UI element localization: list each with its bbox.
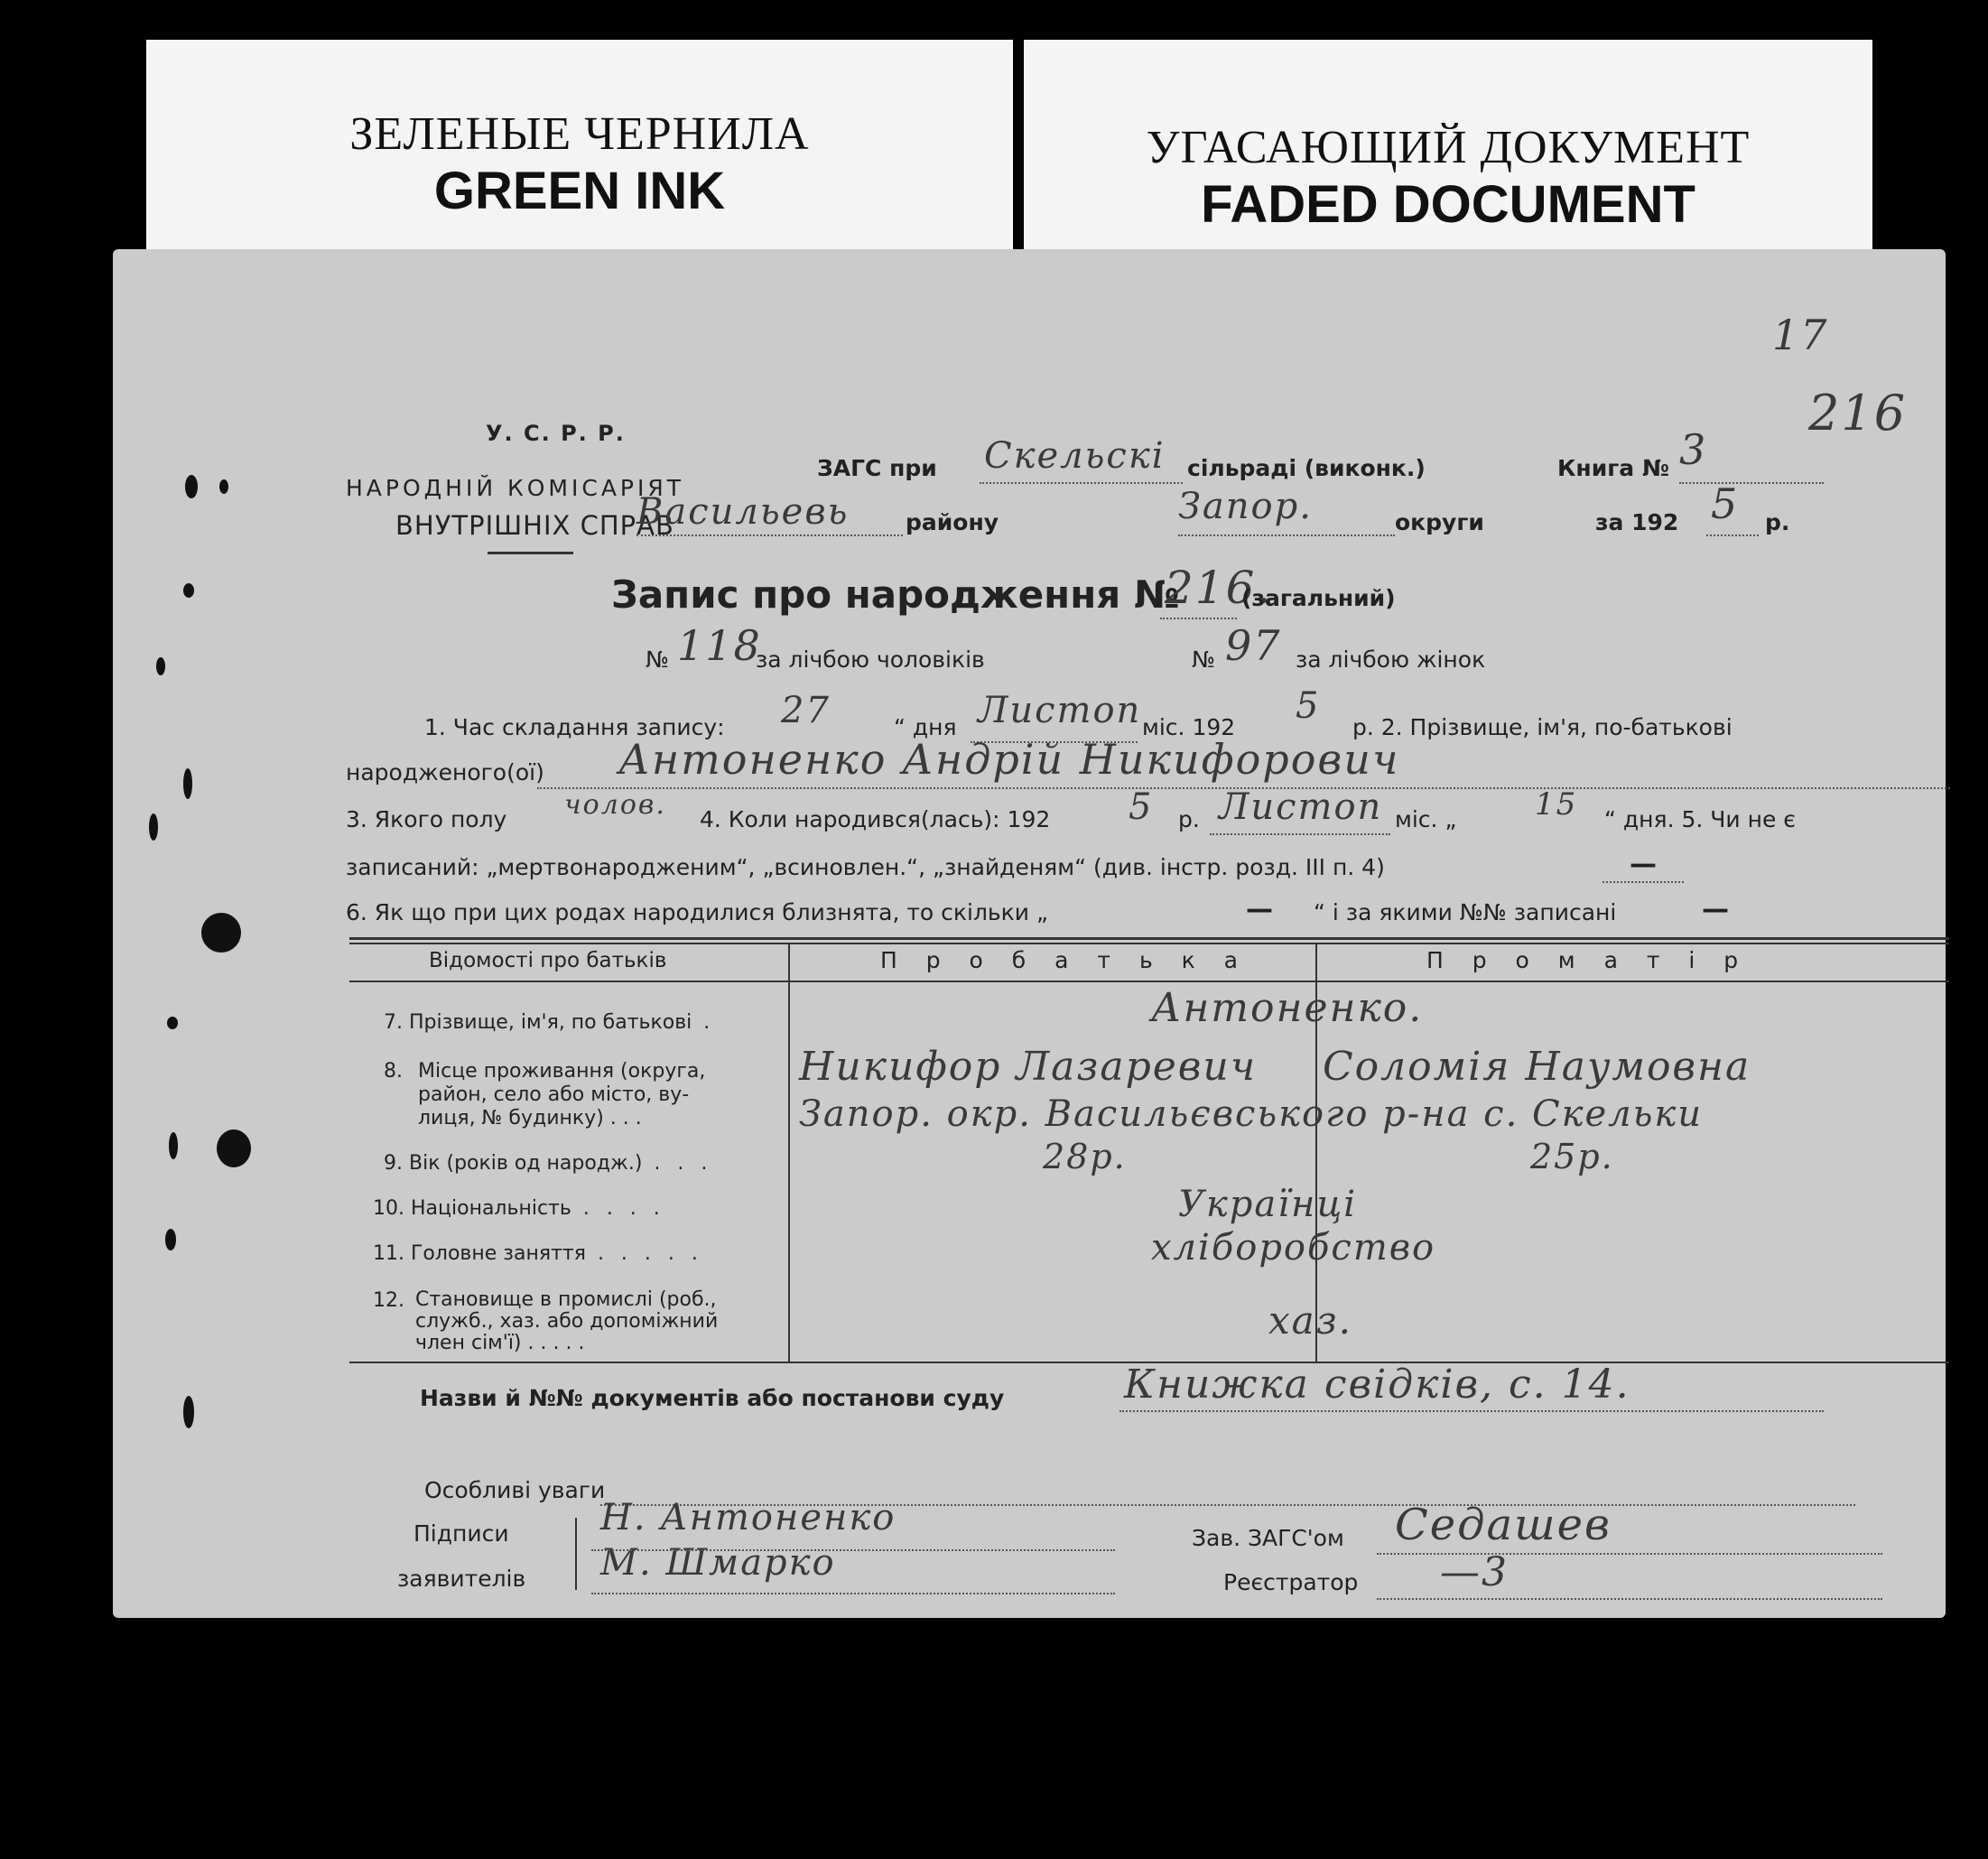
- row-7-label: 7. Прізвище, ім'я, по батькові .: [384, 1011, 716, 1034]
- documents-line: [1119, 1410, 1824, 1412]
- table-column-divider: [788, 943, 790, 1362]
- field1-day: 27: [781, 690, 831, 731]
- punch-hole: [183, 1396, 194, 1428]
- field1-year-label: р. 2. Прізвище, ім'я, по-батькові: [1352, 714, 1733, 740]
- field1-month-label: міс. 192: [1142, 714, 1236, 740]
- hw-status: хаз.: [1268, 1298, 1352, 1343]
- field1-month: Листоп: [978, 690, 1142, 731]
- hw-mother-name: Соломія Наумовна: [1323, 1044, 1751, 1090]
- row-12-num: 12.: [373, 1289, 404, 1312]
- field6-label: 6. Як що при цих родах народилися близнята, то скільки „: [346, 899, 1048, 925]
- row-11-num: 11.: [373, 1242, 404, 1265]
- table-header-mother: П р о м а т і р: [1426, 947, 1750, 973]
- field3-label: 3. Якого полу: [346, 806, 507, 832]
- table-top-border: [349, 943, 1949, 944]
- signature-line: [591, 1593, 1115, 1594]
- record-number: 216.: [1165, 562, 1273, 614]
- hw-occupation: хліборобство: [1151, 1227, 1436, 1269]
- field1-year: 5: [1296, 685, 1321, 727]
- label-faded-document: [1024, 40, 1872, 256]
- signatures-label2: заявителів: [397, 1566, 526, 1592]
- field4-year: 5: [1129, 786, 1154, 828]
- row-11-label: 11. Головне заняття . . . . .: [373, 1242, 703, 1265]
- okrug-line: [1178, 534, 1395, 536]
- record-number-line: [1160, 618, 1237, 619]
- hw-nationality: Українці: [1178, 1184, 1358, 1225]
- year-suffix: р.: [1765, 509, 1790, 535]
- field4-label: 4. Коли народився(лась): 192: [700, 806, 1051, 832]
- row-7-num: 7.: [384, 1011, 403, 1034]
- corner-number-top: 17: [1772, 311, 1829, 359]
- field4-day: 15: [1535, 786, 1578, 823]
- hw-surname: Антоненко.: [1151, 985, 1424, 1031]
- field5-label: записаний: „мертвонародженим“, „всиновлен.“, „знайденям“ (див. інстр. розд. III п. 4): [346, 854, 1385, 880]
- applicant-signature-2: М. Шмарко: [600, 1542, 836, 1584]
- row-8-line: Місце проживання (округа,: [418, 1060, 706, 1083]
- field2-label: народженого(ої): [346, 759, 544, 785]
- table-header-parents: Відомості про батьків: [429, 949, 667, 972]
- book-line: [1679, 482, 1824, 484]
- row-11-text: Головне заняття: [411, 1242, 586, 1265]
- hw-father-name: Никифор Лазаревич: [799, 1044, 1258, 1090]
- record-title-suffix: (загальний): [1241, 585, 1396, 611]
- women-number-value: 97: [1225, 621, 1282, 670]
- field4-month-line: [1210, 833, 1390, 835]
- row-9-text: Вік (років од народж.): [409, 1152, 643, 1175]
- punch-hole: [183, 583, 194, 598]
- registrar-signature: —3: [1440, 1549, 1509, 1595]
- year-label: за 192: [1595, 509, 1679, 535]
- women-number-prefix: №: [1192, 646, 1216, 673]
- row-8-num: 8.: [384, 1060, 403, 1083]
- signatures-label1: Підписи: [413, 1520, 509, 1547]
- row-12-line: служб., хаз. або допоміжний: [415, 1310, 719, 1333]
- district-line: [636, 534, 903, 536]
- row-10-num: 10.: [373, 1197, 404, 1220]
- head-line: [1377, 1553, 1882, 1555]
- field4-year-label: р.: [1178, 806, 1200, 832]
- commissariat-line2: ВНУТРІШНІХ СПРАВ: [395, 510, 674, 541]
- documents-label: Назви й №№ документів або постанови суду: [420, 1385, 1005, 1411]
- label-faded-document-ru: УГАСАЮЩИЙ ДОКУМЕНТ: [1146, 122, 1751, 173]
- punch-hole: [219, 479, 228, 494]
- row-8-line: район, село або місто, ву-: [418, 1083, 690, 1106]
- zags-value: Скельскі: [984, 435, 1166, 477]
- divider: [488, 552, 573, 554]
- hw-residence: Запор. окр. Васильєвського р-на с. Скельки: [799, 1093, 1704, 1135]
- field6-count: —: [1246, 894, 1273, 925]
- field5-value: —: [1630, 849, 1657, 880]
- field1-label: 1. Час складання запису:: [424, 714, 725, 740]
- men-number-label: за лічбою чоловіків: [756, 646, 985, 673]
- field4-month: Листоп: [1219, 786, 1383, 828]
- punch-hole: [156, 657, 165, 675]
- table-header-border: [349, 981, 1949, 982]
- birth-record-card: [113, 249, 1946, 1618]
- men-number-prefix: №: [646, 646, 670, 673]
- field4-month-label: міс. „: [1395, 806, 1457, 832]
- punch-hole: [201, 913, 241, 953]
- field3-value: чолов.: [564, 789, 666, 821]
- table-top-border: [349, 937, 1949, 940]
- commissariat-line1: НАРОДНІЙ КОМІСАРІЯТ: [346, 475, 685, 501]
- field6-value: —: [1702, 894, 1729, 925]
- label-green-ink: [146, 40, 1013, 256]
- punch-hole: [167, 1017, 178, 1029]
- district-label: району: [906, 509, 999, 535]
- field2-value: Антоненко Андрій Никифорович: [618, 735, 1400, 784]
- year-line: [1706, 534, 1759, 536]
- field5-line: [1602, 881, 1684, 883]
- silrada-label: сільраді (виконк.): [1187, 455, 1426, 481]
- book-value: 3: [1679, 425, 1708, 474]
- punch-hole: [165, 1229, 176, 1250]
- punch-hole: [217, 1129, 251, 1167]
- row-9-label: 9. Вік (років од народж.) . . .: [384, 1152, 713, 1175]
- okrug-label: округи: [1395, 509, 1484, 535]
- district-value: Васильевь: [636, 491, 850, 533]
- registrar-label: Реєстратор: [1223, 1569, 1359, 1595]
- zags-label: ЗАГС при: [817, 455, 937, 481]
- row-9-num: 9.: [384, 1152, 403, 1175]
- book-label: Книга №: [1557, 455, 1669, 481]
- table-header-father: П р о б а т ь к а: [880, 947, 1249, 973]
- row-12-line: Становище в промислі (роб.,: [415, 1288, 717, 1311]
- field1-day-label: “ дня: [894, 714, 957, 740]
- punch-hole: [149, 813, 158, 841]
- women-number-label: за лічбою жінок: [1296, 646, 1486, 673]
- hw-mother-age: 25р.: [1530, 1137, 1614, 1176]
- year-value: 5: [1711, 479, 1740, 528]
- head-signature: Седашев: [1395, 1500, 1612, 1550]
- signatures-bracket: [575, 1518, 577, 1590]
- head-label: Зав. ЗАГС'ом: [1192, 1525, 1344, 1551]
- row-8-text: [418, 1060, 705, 1130]
- row-12-line: член сім'ї) . . . . .: [415, 1332, 585, 1354]
- men-number-value: 118: [677, 621, 762, 670]
- row-12-text: [415, 1289, 718, 1354]
- ussr-header: У. С. Р. Р.: [486, 421, 626, 446]
- notes-label: Особливі уваги: [424, 1477, 606, 1503]
- signature-line: [591, 1549, 1115, 1551]
- row-10-label: 10. Національність . . . .: [373, 1197, 665, 1220]
- record-title: Запис про народження №: [611, 572, 1180, 617]
- field6-label2: “ і за якими №№ записані: [1314, 899, 1617, 925]
- label-green-ink-en: GREEN INK: [433, 162, 726, 220]
- okrug-value: Запор.: [1178, 486, 1313, 527]
- hw-father-age: 28р.: [1043, 1137, 1127, 1176]
- corner-number-bottom: 216: [1808, 385, 1908, 442]
- registrar-line: [1377, 1598, 1882, 1600]
- field4-day-label: “ дня. 5. Чи не є: [1604, 806, 1796, 832]
- applicant-signature-1: Н. Антоненко: [600, 1497, 896, 1538]
- row-7-text: Прізвище, ім'я, по батькові: [409, 1011, 692, 1034]
- zags-line: [980, 482, 1183, 484]
- label-green-ink-ru: ЗЕЛЕНЫЕ ЧЕРНИЛА: [349, 108, 810, 160]
- row-8-line: лиця, № будинку) . . .: [418, 1107, 642, 1129]
- punch-hole: [183, 768, 192, 799]
- punch-hole: [185, 475, 198, 498]
- row-10-text: Національність: [411, 1197, 571, 1220]
- label-faded-document-en: FADED DOCUMENT: [1201, 175, 1695, 234]
- documents-value: Книжка свідків, с. 14.: [1124, 1362, 1630, 1408]
- punch-hole: [169, 1132, 178, 1159]
